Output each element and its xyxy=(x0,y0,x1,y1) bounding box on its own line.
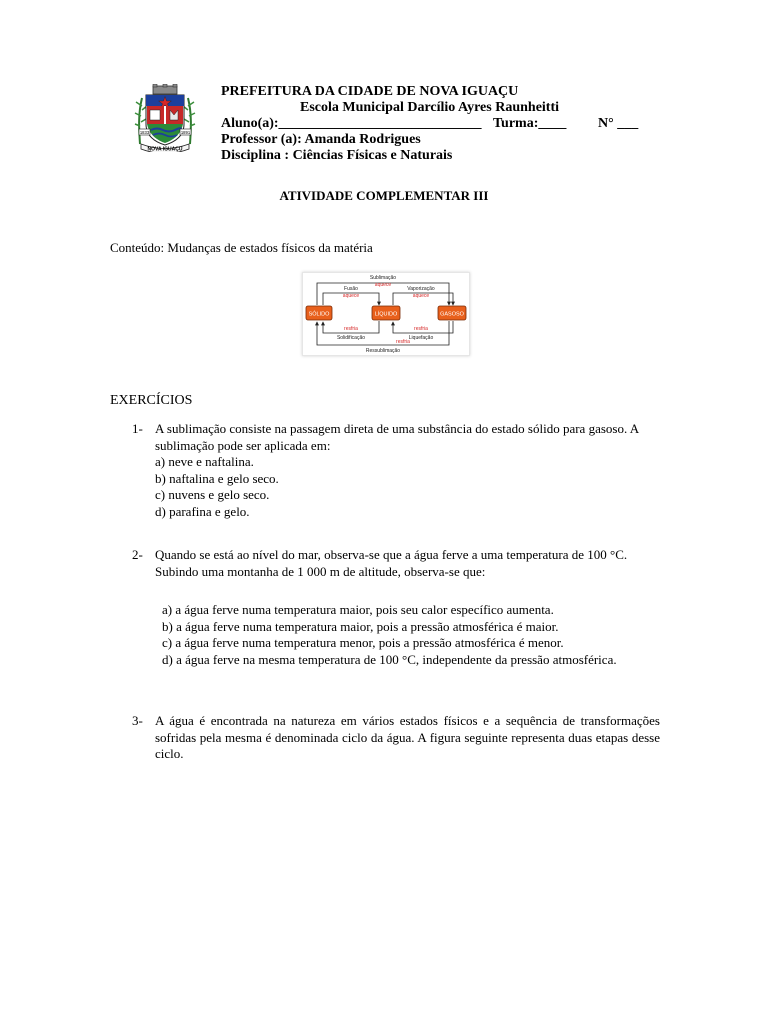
svg-text:SÓLIDO: SÓLIDO xyxy=(308,311,330,318)
svg-text:resfria: resfria xyxy=(344,326,358,332)
subject-name: Disciplina : Ciências Físicas e Naturais xyxy=(221,148,453,163)
coat-of-arms-icon xyxy=(133,84,197,152)
institution-name: PREFEITURA DA CIDADE DE NOVA IGUAÇU xyxy=(221,84,519,99)
svg-text:aquece: aquece xyxy=(412,293,430,299)
option-d: d) a água ferve na mesma temperatura de 100 °C, independente da pressão atmosférica. xyxy=(162,651,617,667)
state-solid xyxy=(306,306,332,320)
option-d: d) parafina e gelo. xyxy=(155,503,250,519)
question-number: 3- xyxy=(132,713,143,728)
svg-text:1891: 1891 xyxy=(180,130,191,135)
question-text: A sublimação consiste na passagem direta de uma substância do estado sólido para gasoso. A sublimação pode ser aplicada em: xyxy=(155,421,639,453)
state-gas xyxy=(438,306,466,320)
question-1 xyxy=(132,421,662,521)
svg-text:resfria: resfria xyxy=(396,339,410,345)
student-name-field: Aluno(a):_____________________________ xyxy=(221,116,482,131)
activity-title: ATIVIDADE COMPLEMENTAR III xyxy=(279,188,489,203)
svg-text:1833: 1833 xyxy=(139,130,150,135)
class-field: Turma:____ xyxy=(493,116,567,131)
option-b: b) naftalina e gelo seco. xyxy=(155,470,279,486)
svg-text:aquece: aquece xyxy=(374,282,392,288)
svg-text:LÍQUIDO: LÍQUIDO xyxy=(374,311,398,318)
state-liquid xyxy=(372,306,400,320)
question-number: 2- xyxy=(132,547,143,562)
content-line: Conteúdo: Mudanças de estados físicos da matéria xyxy=(110,240,373,255)
svg-text:aquece: aquece xyxy=(342,293,360,299)
svg-text:Solidificação: Solidificação xyxy=(336,335,366,341)
question-2-options xyxy=(162,602,622,668)
svg-text:Liquefação: Liquefação xyxy=(408,335,434,341)
option-b: b) a água ferve numa temperatura maior, pois a pressão atmosférica é maior. xyxy=(162,618,559,634)
school-name: Escola Municipal Darcílio Ayres Raunheitti xyxy=(300,100,560,115)
question-number: 1- xyxy=(132,421,143,436)
svg-text:Fusão: Fusão xyxy=(344,286,358,292)
option-a: a) neve e naftalina. xyxy=(155,454,254,469)
svg-text:NOVA IGUAÇU: NOVA IGUAÇU xyxy=(147,146,183,152)
state-changes-diagram xyxy=(302,272,470,356)
question-text: Quando se está ao nível do mar, observa-se que a água ferve a uma temperatura de 100 °C. Subindo uma montanha de 1 000 m de altitude, observa-se que: xyxy=(155,547,628,579)
option-c: c) nuvens e gelo seco. xyxy=(155,487,270,502)
svg-text:Sublimação: Sublimação xyxy=(369,275,397,281)
question-text: A água é encontrada na natureza em vários estados físicos e a sequência de transformações sofridas pela mesma é denominada ciclo da água. A figura seguinte representa duas etapas desse ciclo. xyxy=(155,713,660,761)
question-3 xyxy=(132,713,662,773)
teacher-name: Professor (a): Amanda Rodrigues xyxy=(221,132,421,147)
option-c: c) a água ferve numa temperatura menor, pois a pressão atmosférica é menor. xyxy=(162,635,564,650)
svg-text:Vaporização: Vaporização xyxy=(407,286,435,292)
exercises-heading: EXERCÍCIOS xyxy=(110,393,193,408)
student-number-field: N° ___ xyxy=(598,116,639,131)
option-a: a) a água ferve numa temperatura maior, pois seu calor específico aumenta. xyxy=(162,602,554,617)
mural-crown-icon xyxy=(153,84,177,94)
svg-text:GASOSO: GASOSO xyxy=(440,311,464,318)
svg-text:Ressublimação: Ressublimação xyxy=(365,348,401,354)
svg-text:resfria: resfria xyxy=(414,326,428,332)
question-2 xyxy=(132,547,662,587)
